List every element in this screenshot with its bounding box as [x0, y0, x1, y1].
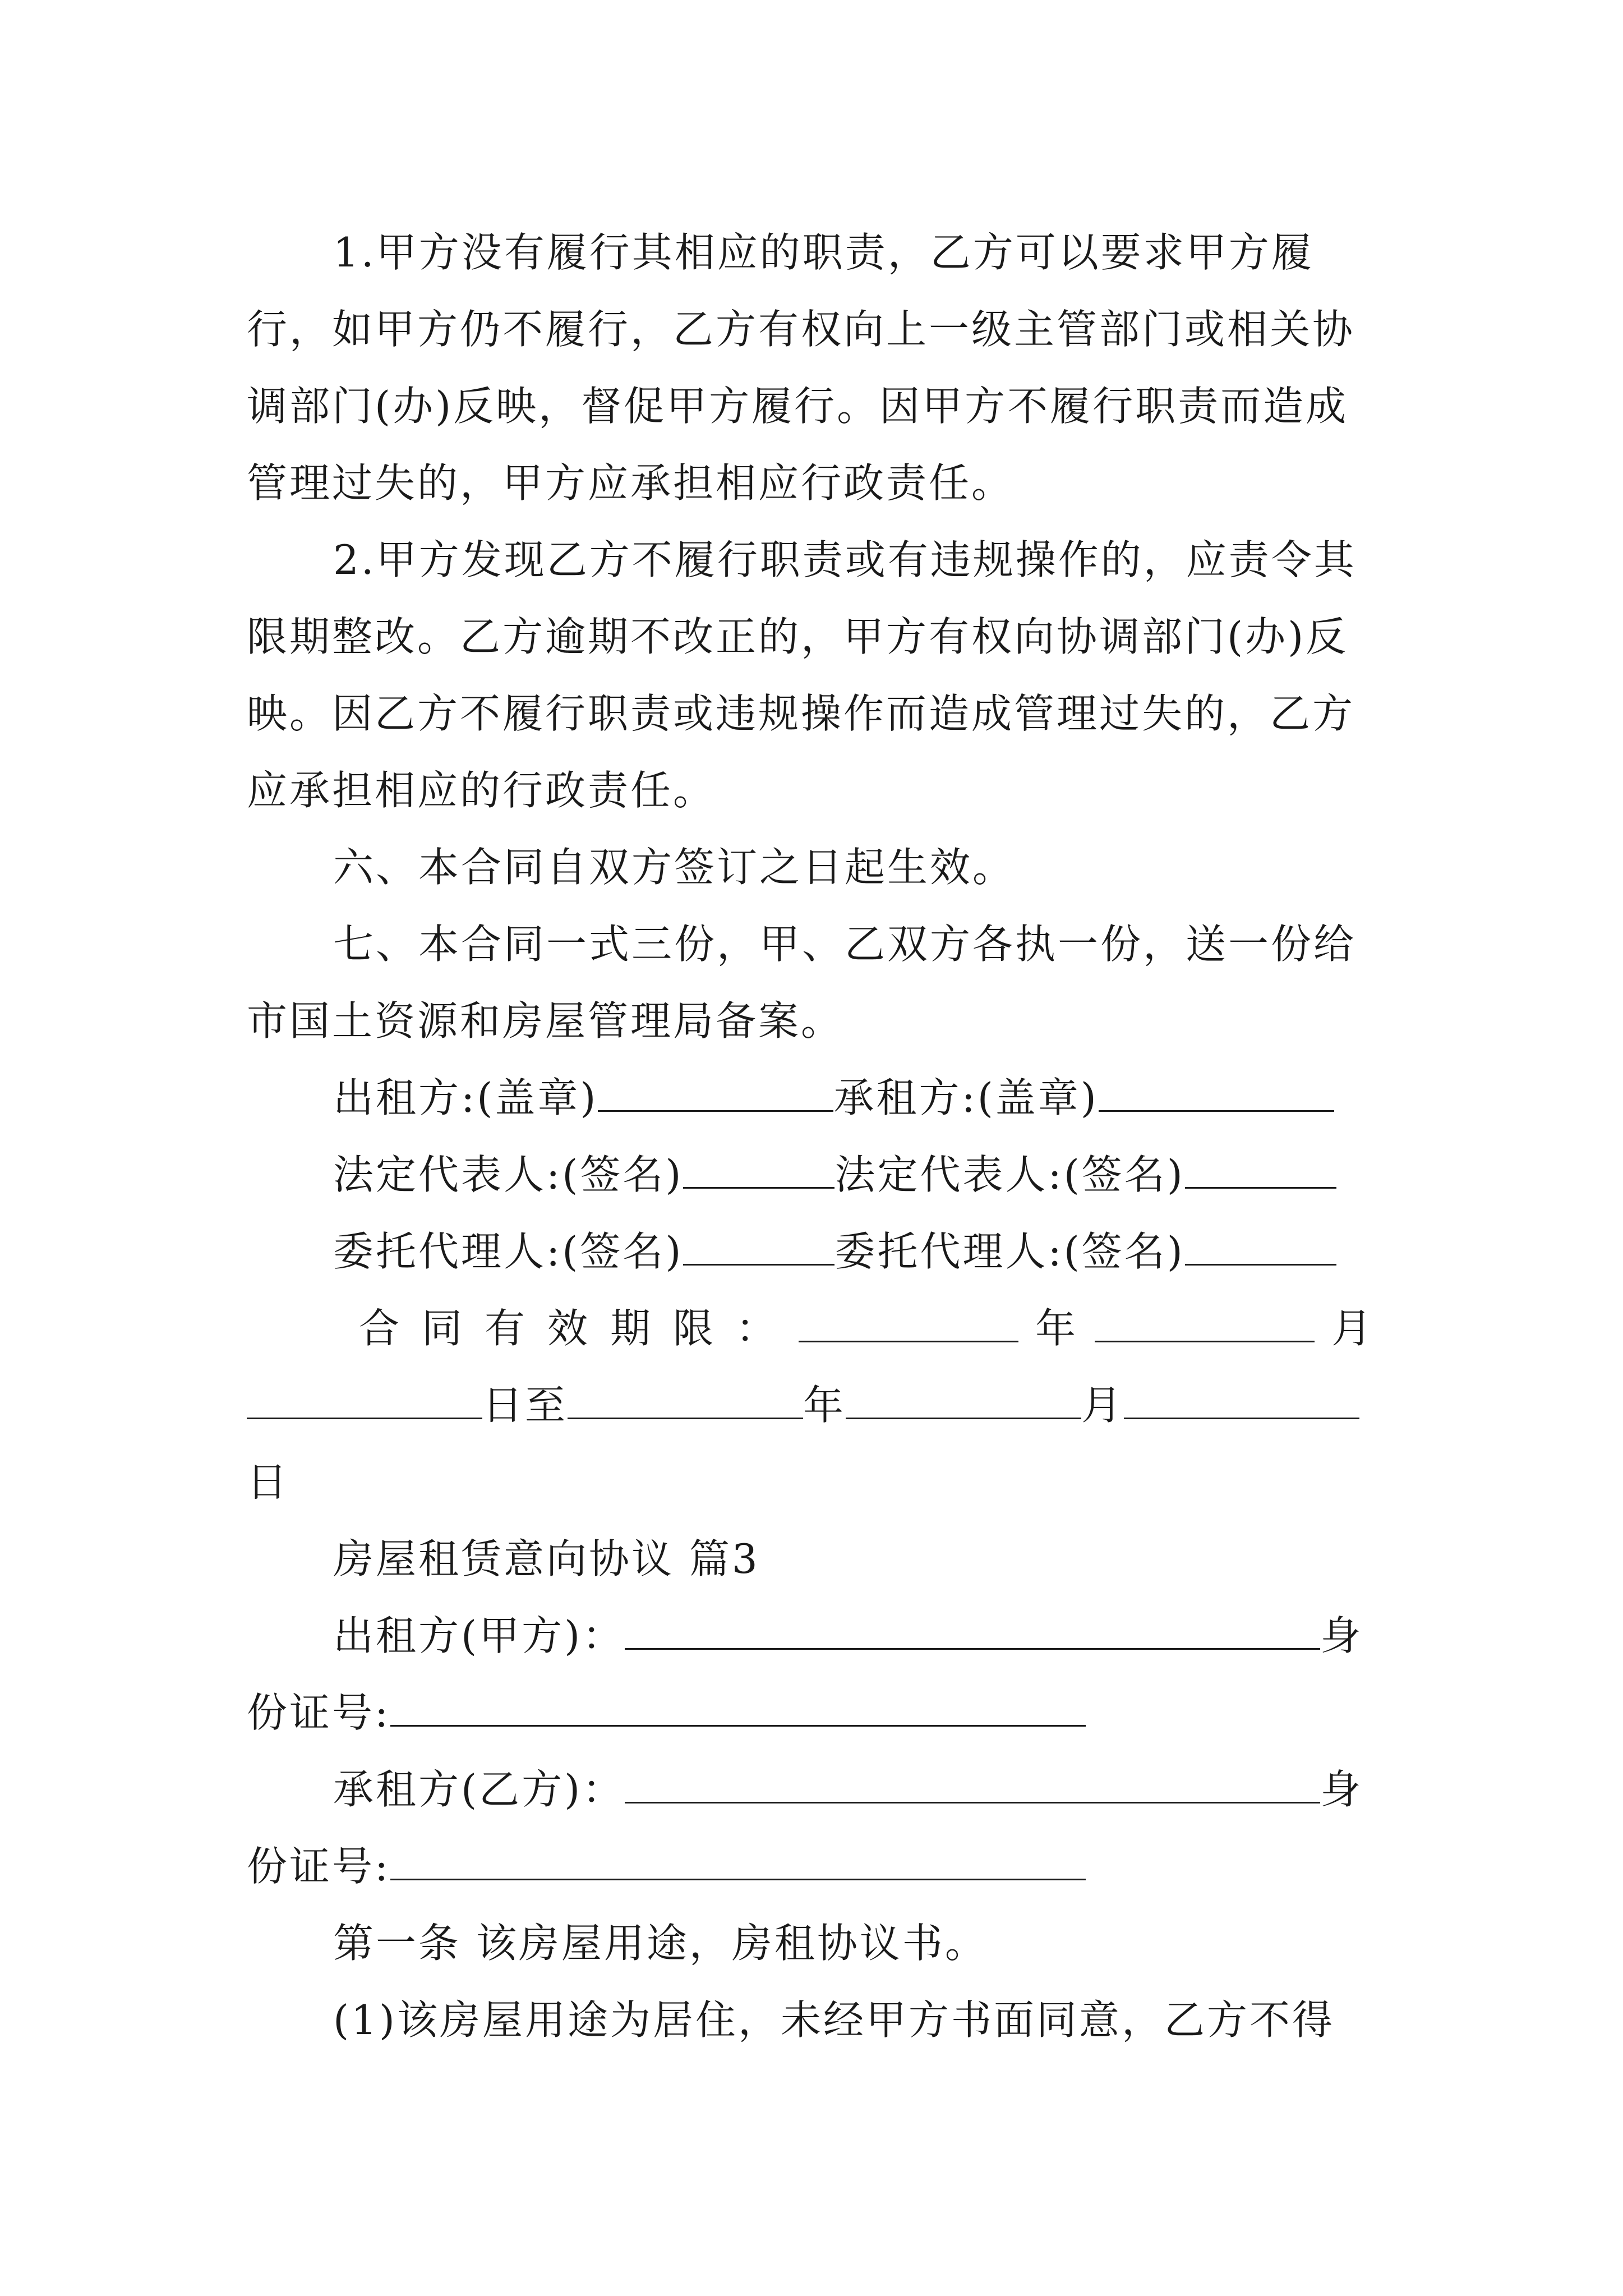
paragraph-item-2: 2.甲方发现乙方不履行职责或有违规操作的，应责令其限期整改。乙方逾期不改正的，甲方有权向协调部门(办)反映。因乙方不履行职责或违规操作而造成管理过失的，乙方应承担相应的行政责任。 [247, 536, 1357, 814]
term-day-to-label: 日至 [482, 1382, 568, 1429]
term-year2-label: 年 [803, 1382, 846, 1429]
legal-rep-label-1: 法定代表人:(签名) [333, 1151, 684, 1198]
article-one: 第一条 该房屋用途，房租协议书。 [333, 1920, 988, 1967]
legal-rep-label-2: 法定代表人:(签名) [834, 1151, 1185, 1198]
signature-row-legal-rep [247, 1137, 1374, 1213]
paragraph-item-1: 1.甲方没有履行其相应的职责，乙方可以要求甲方履行，如甲方仍不履行，乙方有权向上一级主管部门或相关协调部门(办)反映，督促甲方履行。因甲方不履行职责而造成管理过失的，甲方应承担相应行政责任。 [247, 229, 1355, 507]
article-one-item-one: (1)该房屋用途为居住，未经甲方书面同意，乙方不得 [333, 1996, 1335, 2044]
lessor-seal-blank [598, 1076, 833, 1112]
lessee-id-label: 份证号: [247, 1843, 391, 1890]
term-year-label: 年 [1035, 1305, 1078, 1352]
lessor-id-label: 份证号: [247, 1689, 391, 1736]
agent-label-2: 委托代理人:(签名) [834, 1228, 1185, 1275]
term-start-month-blank [1095, 1307, 1315, 1342]
term-day-label: 日 [247, 1458, 290, 1506]
legal-rep-blank-1 [683, 1153, 834, 1189]
lessee-party-row [247, 1751, 1374, 1828]
lessee-party-blank [625, 1768, 1320, 1803]
section-heading: 房屋租赁意向协议 篇3 [333, 1535, 760, 1582]
contract-term-row [247, 1290, 1374, 1367]
lessor-party-label: 出租方(甲方)： [333, 1612, 625, 1659]
legal-rep-blank-2 [1185, 1153, 1336, 1189]
term-end-year-blank [568, 1384, 803, 1419]
document-body [247, 214, 1374, 2059]
lessee-id-suffix: 身 [1320, 1766, 1363, 1813]
lessee-id-blank [390, 1845, 1086, 1880]
lessee-seal-label: 承租方:(盖章) [833, 1074, 1099, 1121]
lessee-id-row [247, 1828, 1374, 1905]
lessor-seal-label: 出租方:(盖章) [333, 1074, 598, 1121]
lessee-seal-blank [1099, 1076, 1334, 1112]
term-end-month-blank [846, 1384, 1081, 1419]
lessee-party-label: 承租方(乙方)： [333, 1766, 625, 1813]
signature-row-agent [247, 1213, 1374, 1290]
paragraph-clause-seven: 七、本合同一式三份，甲、乙双方各执一份，送一份给市国土资源和房屋管理局备案。 [247, 921, 1357, 1045]
lessor-party-blank [625, 1614, 1320, 1650]
agent-blank-1 [683, 1230, 834, 1266]
lessor-id-suffix: 身 [1320, 1612, 1363, 1659]
contract-term-row-2 [247, 1367, 1374, 1444]
term-month-label: 月 [1331, 1305, 1374, 1352]
lessor-id-blank [390, 1691, 1086, 1727]
term-start-day-blank [247, 1384, 482, 1419]
term-month2-label: 月 [1081, 1382, 1124, 1429]
term-end-day-blank [1124, 1384, 1359, 1419]
signature-row-seal [247, 1060, 1374, 1137]
agent-blank-2 [1185, 1230, 1336, 1266]
paragraph-clause-six: 六、本合同自双方签订之日起生效。 [333, 844, 1016, 891]
term-start-year-blank [799, 1307, 1018, 1342]
contract-term-label: 合同有效期限： [359, 1305, 799, 1352]
agent-label-1: 委托代理人:(签名) [333, 1228, 684, 1275]
lessor-id-row [247, 1674, 1374, 1751]
lessor-party-row [247, 1598, 1374, 1674]
